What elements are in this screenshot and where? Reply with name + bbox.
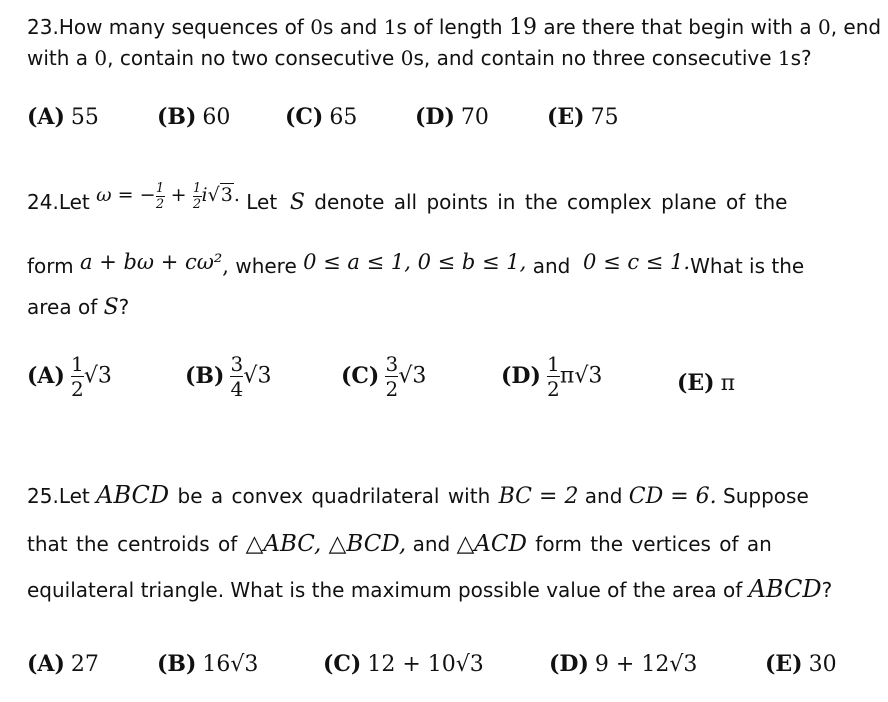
q23-text: How many sequences of (58, 15, 311, 39)
q24-cond: 0 ≤ a ≤ 1, 0 ≤ b ≤ 1, (303, 250, 527, 274)
q25-line1 (27, 478, 859, 514)
q23-number: 23. (27, 15, 59, 39)
q23-zero: 0 (94, 46, 108, 70)
q25-number: 25. (27, 484, 59, 508)
q25-choices (27, 651, 847, 681)
q24-choice-c[interactable]: (C) $\frac{3}{2}$ √3 (341, 352, 427, 401)
q25-choice-a[interactable]: (A) 27 (27, 651, 99, 677)
q25-text: and (406, 532, 457, 556)
q24-line1 (27, 178, 859, 220)
q25-choice-c[interactable]: (C) 12 + 10√3 (323, 651, 484, 677)
q23-text: are there that begin with a (536, 15, 818, 39)
q24-set-s: S (103, 295, 119, 320)
q24-choice-d[interactable]: (D) $\frac{1}{2}$ π√3 (501, 352, 603, 401)
q23-choice-b[interactable]: (B) 60 (157, 104, 231, 130)
q23-text: s and (322, 15, 384, 39)
q23-length: 19 (508, 15, 537, 40)
q23-zero: 0 (817, 15, 831, 39)
q24-text: Let (239, 190, 284, 214)
q24-omega-def: ω = − $\frac{1}{2}$ + $\frac{1}{2}$ i√3. (96, 180, 240, 212)
q23-text: s? (790, 46, 812, 70)
q23-text: , end (830, 15, 882, 39)
q24-set-s: S (289, 190, 305, 215)
q24-line3: area of S? (27, 295, 130, 320)
q23-one: 1 (777, 46, 791, 70)
q23-choice-c[interactable]: (C) 65 (285, 104, 358, 130)
q24-choice-e[interactable]: (E) π (677, 370, 736, 396)
q24-text: form (27, 254, 80, 278)
q25-cd: CD = 6. (628, 484, 717, 509)
q25-text: be a convex quadrilateral with (169, 484, 499, 508)
q24-cond2: 0 ≤ c ≤ 1. (583, 250, 691, 274)
q25-triangles: △ABC, △BCD, (245, 531, 407, 557)
q25-text: Let (58, 484, 97, 508)
q25-line2 (27, 527, 772, 561)
q24-line2: form a + bω + cω², where 0 ≤ a ≤ 1, 0 ≤ b ≤ 1, and 0 ≤ c ≤ 1.What is the (27, 250, 805, 278)
q25-text: form the vertices of an (526, 532, 772, 556)
q24-choices (27, 354, 787, 414)
q25-bc: BC = 2 (498, 484, 579, 509)
q24-text: denote all points in the complex plane of the (304, 190, 788, 214)
q23-choice-d[interactable]: (D) 70 (415, 104, 489, 130)
q23-zero: 0 (400, 46, 414, 70)
q24-text: What is the (690, 254, 805, 278)
q24-number: 24. (27, 190, 59, 214)
q23-zero: 0 (310, 15, 323, 39)
q23-text: s of length (396, 15, 509, 39)
q23-text: s, and contain no three consecutive (413, 46, 778, 70)
q23-line1 (27, 14, 881, 41)
q25-line3: equilateral triangle. What is the maximum possible value of the area of ABCD? (27, 575, 833, 603)
q25-choice-e[interactable]: (E) 30 (765, 651, 837, 677)
q25-text: that the centroids of (27, 532, 246, 556)
q25-choice-b[interactable]: (B) 16√3 (157, 651, 259, 677)
q25-text: and (578, 484, 629, 508)
q23-choices (27, 104, 647, 134)
q24-choice-b[interactable]: (B) $\frac{3}{4}$ √3 (185, 352, 272, 401)
q23-line2 (27, 45, 812, 71)
q23-text: , contain no two consecutive (107, 46, 401, 70)
q23-one: 1 (383, 15, 397, 39)
q23-text: with a (27, 46, 95, 70)
q23-choice-a[interactable]: (A) 55 (27, 104, 99, 130)
q24-text: and (526, 254, 577, 278)
q25-choice-d[interactable]: (D) 9 + 12√3 (549, 651, 698, 677)
q23-choice-e[interactable]: (E) 75 (547, 104, 619, 130)
q24-text: where (228, 254, 304, 278)
q24-expr: a + bω + cω² (80, 250, 223, 274)
q25-text: equilateral triangle. What is the maximum possible value of the area of (27, 578, 749, 602)
q25-text: Suppose (716, 484, 809, 508)
q24-choice-a[interactable]: (A) $\frac{1}{2}$ √3 (27, 352, 112, 401)
q24-text: area of (27, 295, 104, 319)
q25-abcd: ABCD (96, 481, 170, 509)
q25-triangle-acd: △ACD (456, 531, 527, 557)
q24-text: Let (58, 190, 97, 214)
q25-abcd: ABCD (748, 575, 822, 603)
